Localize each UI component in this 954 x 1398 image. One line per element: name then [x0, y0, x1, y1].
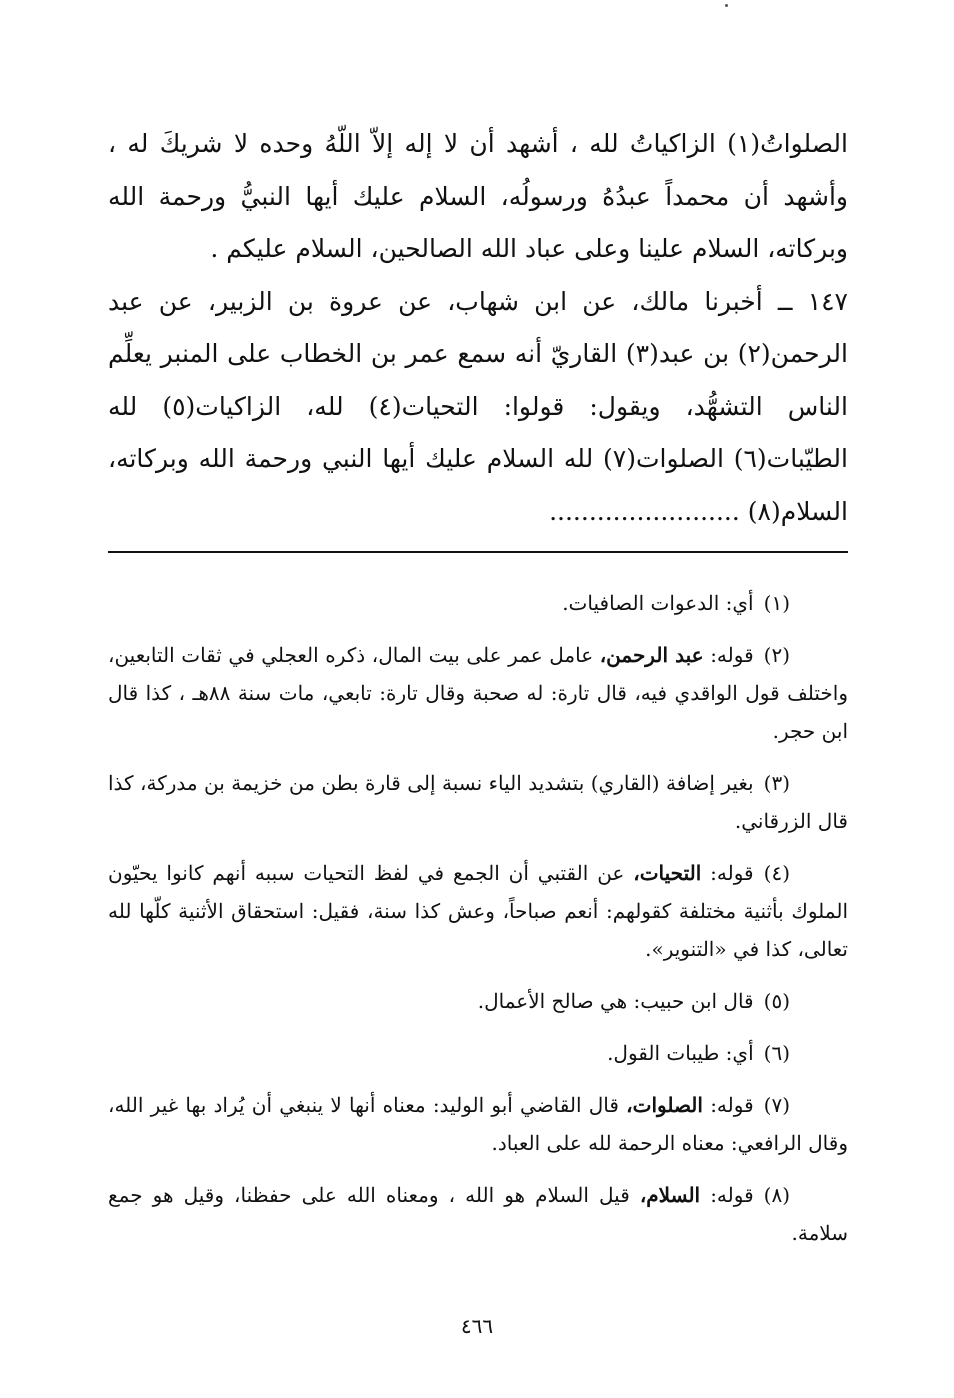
footnotes-block [108, 584, 848, 1266]
ellipsis-dots: ........................ [549, 496, 740, 526]
footnote-text: أي: طيبات القول. [607, 1041, 754, 1065]
footnote-6 [108, 1034, 848, 1072]
hadith-text: ١٤٧ ــ أخبرنا مالك، عن ابن شهاب، عن عروة بن الزبير، عن عبد الرحمن(٢) بن عبد(٣) القاريّ أنه سمع عمر بن الخطاب على المنبر يعلِّم الناس التشهُّد، ويقول: قولوا: التحيات(٤) لله، الزاكيات(٥) لله الطيّبات(٦) الصلوات(٧) لله السلام عليك أيها النبي ورحمة الله وبركاته، السلام(٨) [108, 286, 848, 526]
footnote-8 [108, 1176, 848, 1252]
footnote-number: (٥) [763, 989, 790, 1013]
footnote-term: التحيات، [633, 861, 702, 885]
footnote-lead: قوله: [710, 643, 754, 667]
footnote-number: (٨) [763, 1183, 791, 1207]
footnote-lead: قوله: [710, 1093, 754, 1117]
footnote-1 [108, 584, 848, 622]
footnote-text: عن القتبي أن الجمع في لفظ التحيات سببه أنهم كانوا يحيّون الملوك بأثنية مختلفة كقولهم: أنعم صباحاً، وعش كذا سنة، فقيل: استحقاق الأثنية كلّها لله تعالى، كذا في «التنوير». [108, 861, 848, 961]
footnote-5 [108, 982, 848, 1020]
footnote-lead: قوله: [710, 1183, 754, 1207]
footnote-text: قال ابن حبيب: هي صالح الأعمال. [477, 989, 754, 1013]
footnote-text: عامل عمر على بيت المال، ذكره العجلي في ثقات التابعين، واختلف قول الواقدي فيه، قال تارة: له صحبة وقال تارة: تابعي، مات سنة ٨٨هـ ، كذا قال ابن حجر. [108, 643, 849, 743]
main-text-block [108, 118, 848, 538]
footnote-divider [108, 551, 848, 553]
page-number: ٤٦٦ [460, 1314, 494, 1338]
footnote-text: قيل السلام هو الله ، ومعناه الله على حفظنا، وقيل هو جمع سلامة. [108, 1183, 848, 1245]
footnote-2 [108, 636, 848, 750]
footnote-term: عبد الرحمن، [599, 643, 704, 667]
scan-speck [725, 4, 728, 7]
footnote-number: (٤) [763, 861, 790, 885]
main-paragraph-2 [108, 276, 848, 539]
footnote-term: الصلوات، [626, 1093, 703, 1117]
footnote-number: (٧) [763, 1093, 791, 1117]
footnote-4 [108, 854, 848, 968]
main-paragraph-1: الصلواتُ(١) الزاكياتُ لله ، أشهد أن لا إله إلاّ اللّهُ وحده لا شريكَ له ، وأشهد أن محمداً عبدُهُ ورسولُه، السلام عليك أيها النبيُّ ورحمة الله وبركاته، السلام علينا وعلى عباد الله الصالحين، السلام عليكم . [108, 129, 848, 263]
footnote-text: أي: الدعوات الصافيات. [562, 591, 754, 615]
footnote-text: بغير إضافة (القاري) بتشديد الياء نسبة إلى قارة بطن من خزيمة بن مدركة، كذا قال الزرقاني. [108, 771, 848, 833]
footnote-term: السلام، [639, 1183, 701, 1207]
footnote-number: (٣) [763, 771, 790, 795]
footnote-7 [108, 1086, 848, 1162]
footnote-text: قال القاضي أبو الوليد: معناه أنها لا ينبغي أن يُراد بها غير الله، وقال الرافعي: معناه الرحمة لله على العباد. [108, 1093, 848, 1155]
footnote-lead: قوله: [710, 861, 754, 885]
footnote-number: (٦) [763, 1041, 790, 1065]
footnote-number: (٢) [763, 643, 791, 667]
footnote-number: (١) [763, 591, 790, 615]
footnote-3 [108, 764, 848, 840]
